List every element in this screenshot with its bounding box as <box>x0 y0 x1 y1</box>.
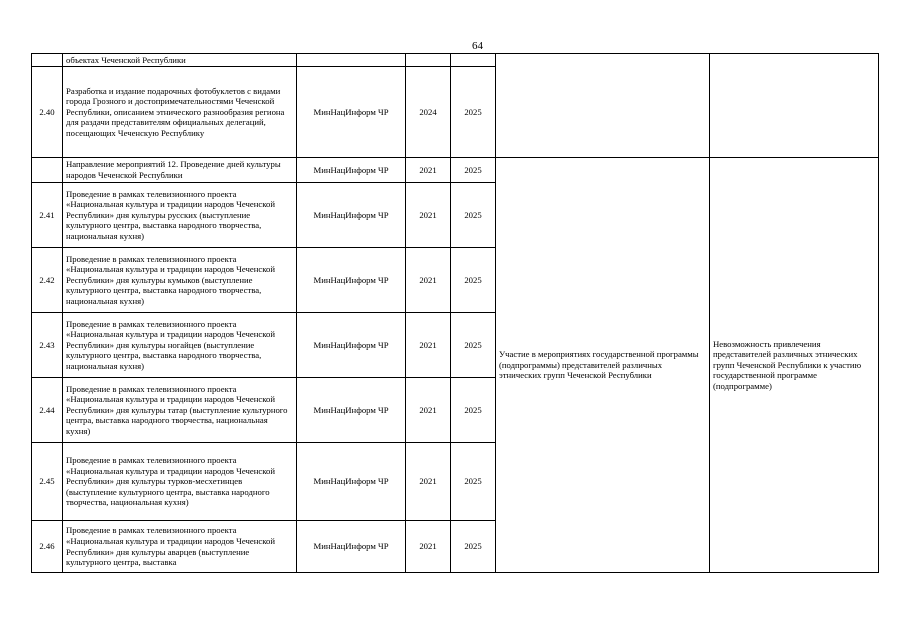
cell-start-year: 2021 <box>406 378 451 443</box>
program-table <box>31 53 879 573</box>
cell-start-year: 2021 <box>406 248 451 313</box>
page-number: 64 <box>472 40 483 52</box>
cell-executor: МинНацИнформ ЧР <box>297 313 406 378</box>
cell-end-year: 2025 <box>451 158 496 183</box>
table-row-continuation <box>32 54 879 67</box>
cell-num: 2.40 <box>32 67 63 158</box>
cell-executor: МинНацИнформ ЧР <box>297 158 406 183</box>
cell-num <box>32 54 63 67</box>
cell-start-year: 2021 <box>406 443 451 521</box>
cell-text: Разработка и издание подарочных фотобуклетов с видами города Грозного и достопримечательностями Чеченской Республики, описанием этнического разнообразия региона для раздачи представителям официальных делегаций, посещающих Чеченскую Республику <box>63 67 297 158</box>
cell-end-year: 2025 <box>451 248 496 313</box>
cell-executor: МинНацИнформ ЧР <box>297 67 406 158</box>
cell-direction-text: Направление мероприятий 12. Проведение дней культуры народов Чеченской Республики <box>63 158 297 183</box>
cell-result-empty <box>496 54 710 158</box>
cell-num: 2.41 <box>32 183 63 248</box>
cell-text: Проведение в рамках телевизионного проекта «Национальная культура и традиции народов Чеченской Республики» дня культуры татар (выступление культурного центра, выставка народного творчества, национальная кухня) <box>63 378 297 443</box>
cell-text: Проведение в рамках телевизионного проекта «Национальная культура и традиции народов Чеченской Республики» дня культуры турков-месхетинцев (выступление культурного центра, выставка народного творчества, национальная кухня) <box>63 443 297 521</box>
cell-end-year: 2025 <box>451 443 496 521</box>
cell-continuation-text: объектах Чеченской Республики <box>63 54 297 67</box>
cell-start-year: 2021 <box>406 183 451 248</box>
cell-text: Проведение в рамках телевизионного проекта «Национальная культура и традиции народов Чеченской Республики» дня культуры ногайцев (выступление культурного центра, выставка народного творчества, национальная кухня) <box>63 313 297 378</box>
cell-executor: МинНацИнформ ЧР <box>297 183 406 248</box>
cell-num: 2.42 <box>32 248 63 313</box>
cell-text: Проведение в рамках телевизионного проекта «Национальная культура и традиции народов Чеченской Республики» дня культуры кумыков (выступление культурного центра, выставка народного творчества, национальная кухня) <box>63 248 297 313</box>
table-row-direction-12 <box>32 158 879 183</box>
cell-start-year: 2021 <box>406 313 451 378</box>
cell-end-year: 2025 <box>451 521 496 573</box>
cell-start <box>406 54 451 67</box>
cell-num <box>32 158 63 183</box>
cell-text: Проведение в рамках телевизионного проекта «Национальная культура и традиции народов Чеченской Республики» дня культуры аварцев (выступление культурного центра, выставка <box>63 521 297 573</box>
cell-num: 2.44 <box>32 378 63 443</box>
cell-start-year: 2024 <box>406 67 451 158</box>
cell-end-year: 2025 <box>451 183 496 248</box>
cell-end <box>451 54 496 67</box>
cell-end-year: 2025 <box>451 313 496 378</box>
cell-num: 2.46 <box>32 521 63 573</box>
cell-executor: МинНацИнформ ЧР <box>297 378 406 443</box>
cell-executor: МинНацИнформ ЧР <box>297 521 406 573</box>
cell-executor: МинНацИнформ ЧР <box>297 248 406 313</box>
cell-end-year: 2025 <box>451 378 496 443</box>
cell-risk: Невозможность привлечения представителей различных этнических групп Чеченской Республики к участию государственной программе (подпрограмме) <box>710 158 879 573</box>
cell-executor: МинНацИнформ ЧР <box>297 443 406 521</box>
cell-start-year: 2021 <box>406 158 451 183</box>
cell-text: Проведение в рамках телевизионного проекта «Национальная культура и традиции народов Чеченской Республики» дня культуры русских (выступление культурного центра, выставка народного творчества, национальная кухня) <box>63 183 297 248</box>
cell-executor <box>297 54 406 67</box>
cell-end-year: 2025 <box>451 67 496 158</box>
cell-num: 2.45 <box>32 443 63 521</box>
cell-start-year: 2021 <box>406 521 451 573</box>
cell-risk-empty <box>710 54 879 158</box>
cell-num: 2.43 <box>32 313 63 378</box>
cell-expected-result: Участие в мероприятиях государственной программы (подпрограммы) представителей различных этнических групп Чеченской Республики <box>496 158 710 573</box>
